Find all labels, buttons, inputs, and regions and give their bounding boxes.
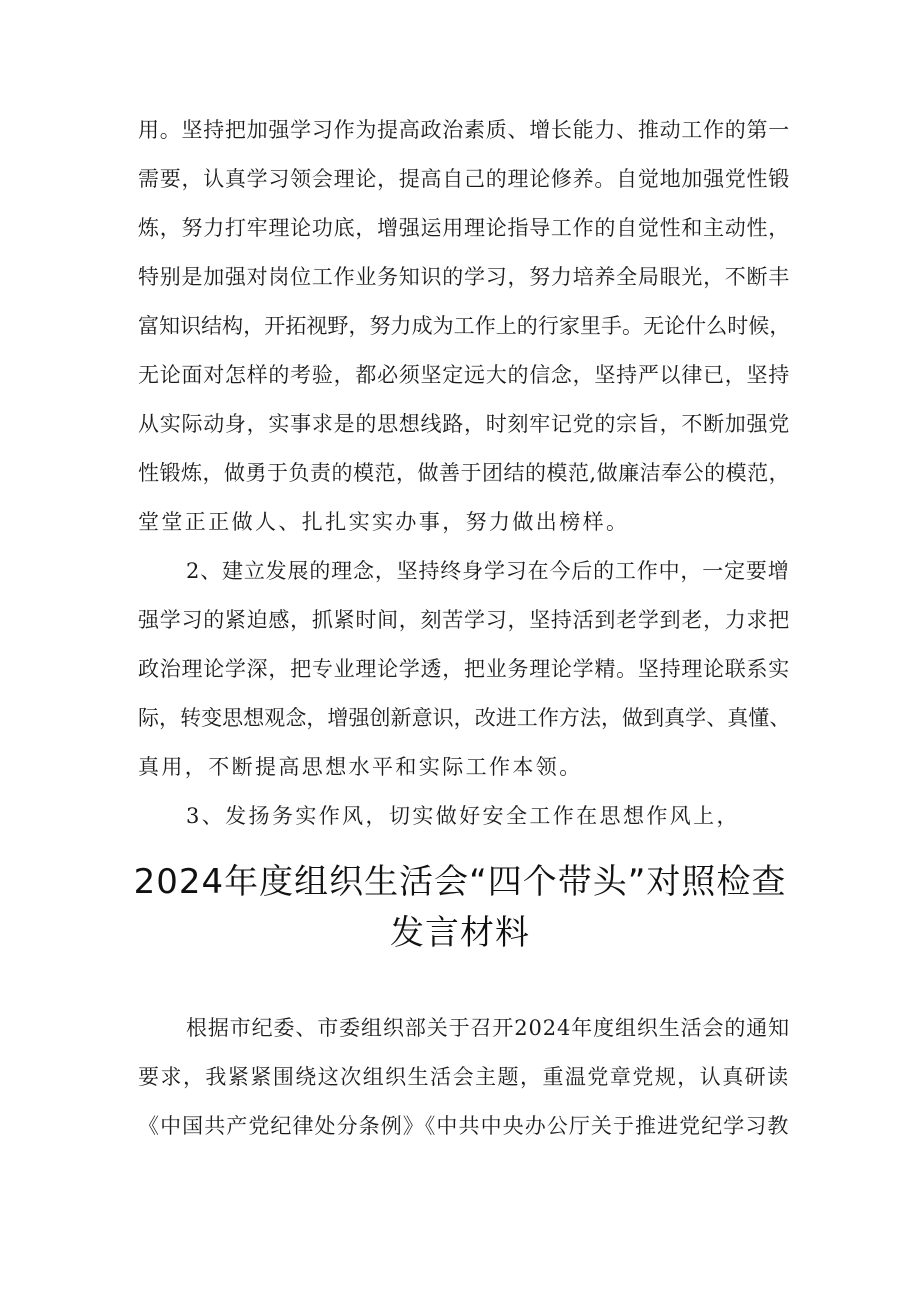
text-line: 2、建立发展的理念，坚持终身学习在今后的工作中，一定要增 (186, 559, 790, 583)
text-line: 从实际动身，实事求是的思想线路，时刻牢记党的宗旨，不断加强党 (138, 412, 790, 436)
text-line: 要求，我紧紧围绕这次组织生活会主题，重温党章党规，认真研读 (138, 1065, 790, 1089)
text-line: 炼，努力打牢理论功底，增强运用理论指导工作的自觉性和主动性， (138, 216, 790, 240)
text-line: 政治理论学深，把专业理论学透，把业务理论学精。坚持理论联系实 (138, 657, 790, 681)
text-line: 3、发扬务实作风，切实做好安全工作在思想作风上， (186, 804, 740, 828)
text-line: 特别是加强对岗位工作业务知识的学习，努力培养全局眼光，不断丰 (138, 265, 790, 289)
title-line-1: 2024年度组织生活会“四个带头”对照检查 (133, 862, 787, 902)
text-line: 《中国共产党纪律处分条例》《中共中央办公厅关于推进党纪学习教 (138, 1114, 790, 1138)
text-line: 性锻炼，做勇于负责的模范，做善于团结的模范,做廉洁奉公的模范， (138, 461, 791, 485)
text-line: 堂堂正正做人、扎扎实实办事，努力做出榜样。 (138, 510, 630, 534)
text-line: 根据市纪委、市委组织部关于召开2024年度组织生活会的通知 (186, 1016, 791, 1040)
title-line-2: 发言材料 (390, 913, 530, 953)
text-line: 际，转变思想观念，增强创新意识，改进工作方法，做到真学、真懂、 (138, 706, 791, 730)
text-line: 富知识结构，开拓视野，努力成为工作上的行家里手。无论什么时候， (138, 314, 791, 338)
text-line: 强学习的紧迫感，抓紧时间，刻苦学习，坚持活到老学到老，力求把 (138, 608, 790, 632)
text-line: 用。坚持把加强学习作为提高政治素质、增长能力、推动工作的第一 (138, 118, 790, 142)
text-line: 真用，不断提高思想水平和实际工作本领。 (138, 755, 583, 779)
text-line: 无论面对怎样的考验，都必须坚定远大的信念，坚持严以律已，坚持 (138, 363, 790, 387)
text-line: 需要，认真学习领会理论，提高自己的理论修养。自觉地加强党性锻 (138, 167, 790, 191)
